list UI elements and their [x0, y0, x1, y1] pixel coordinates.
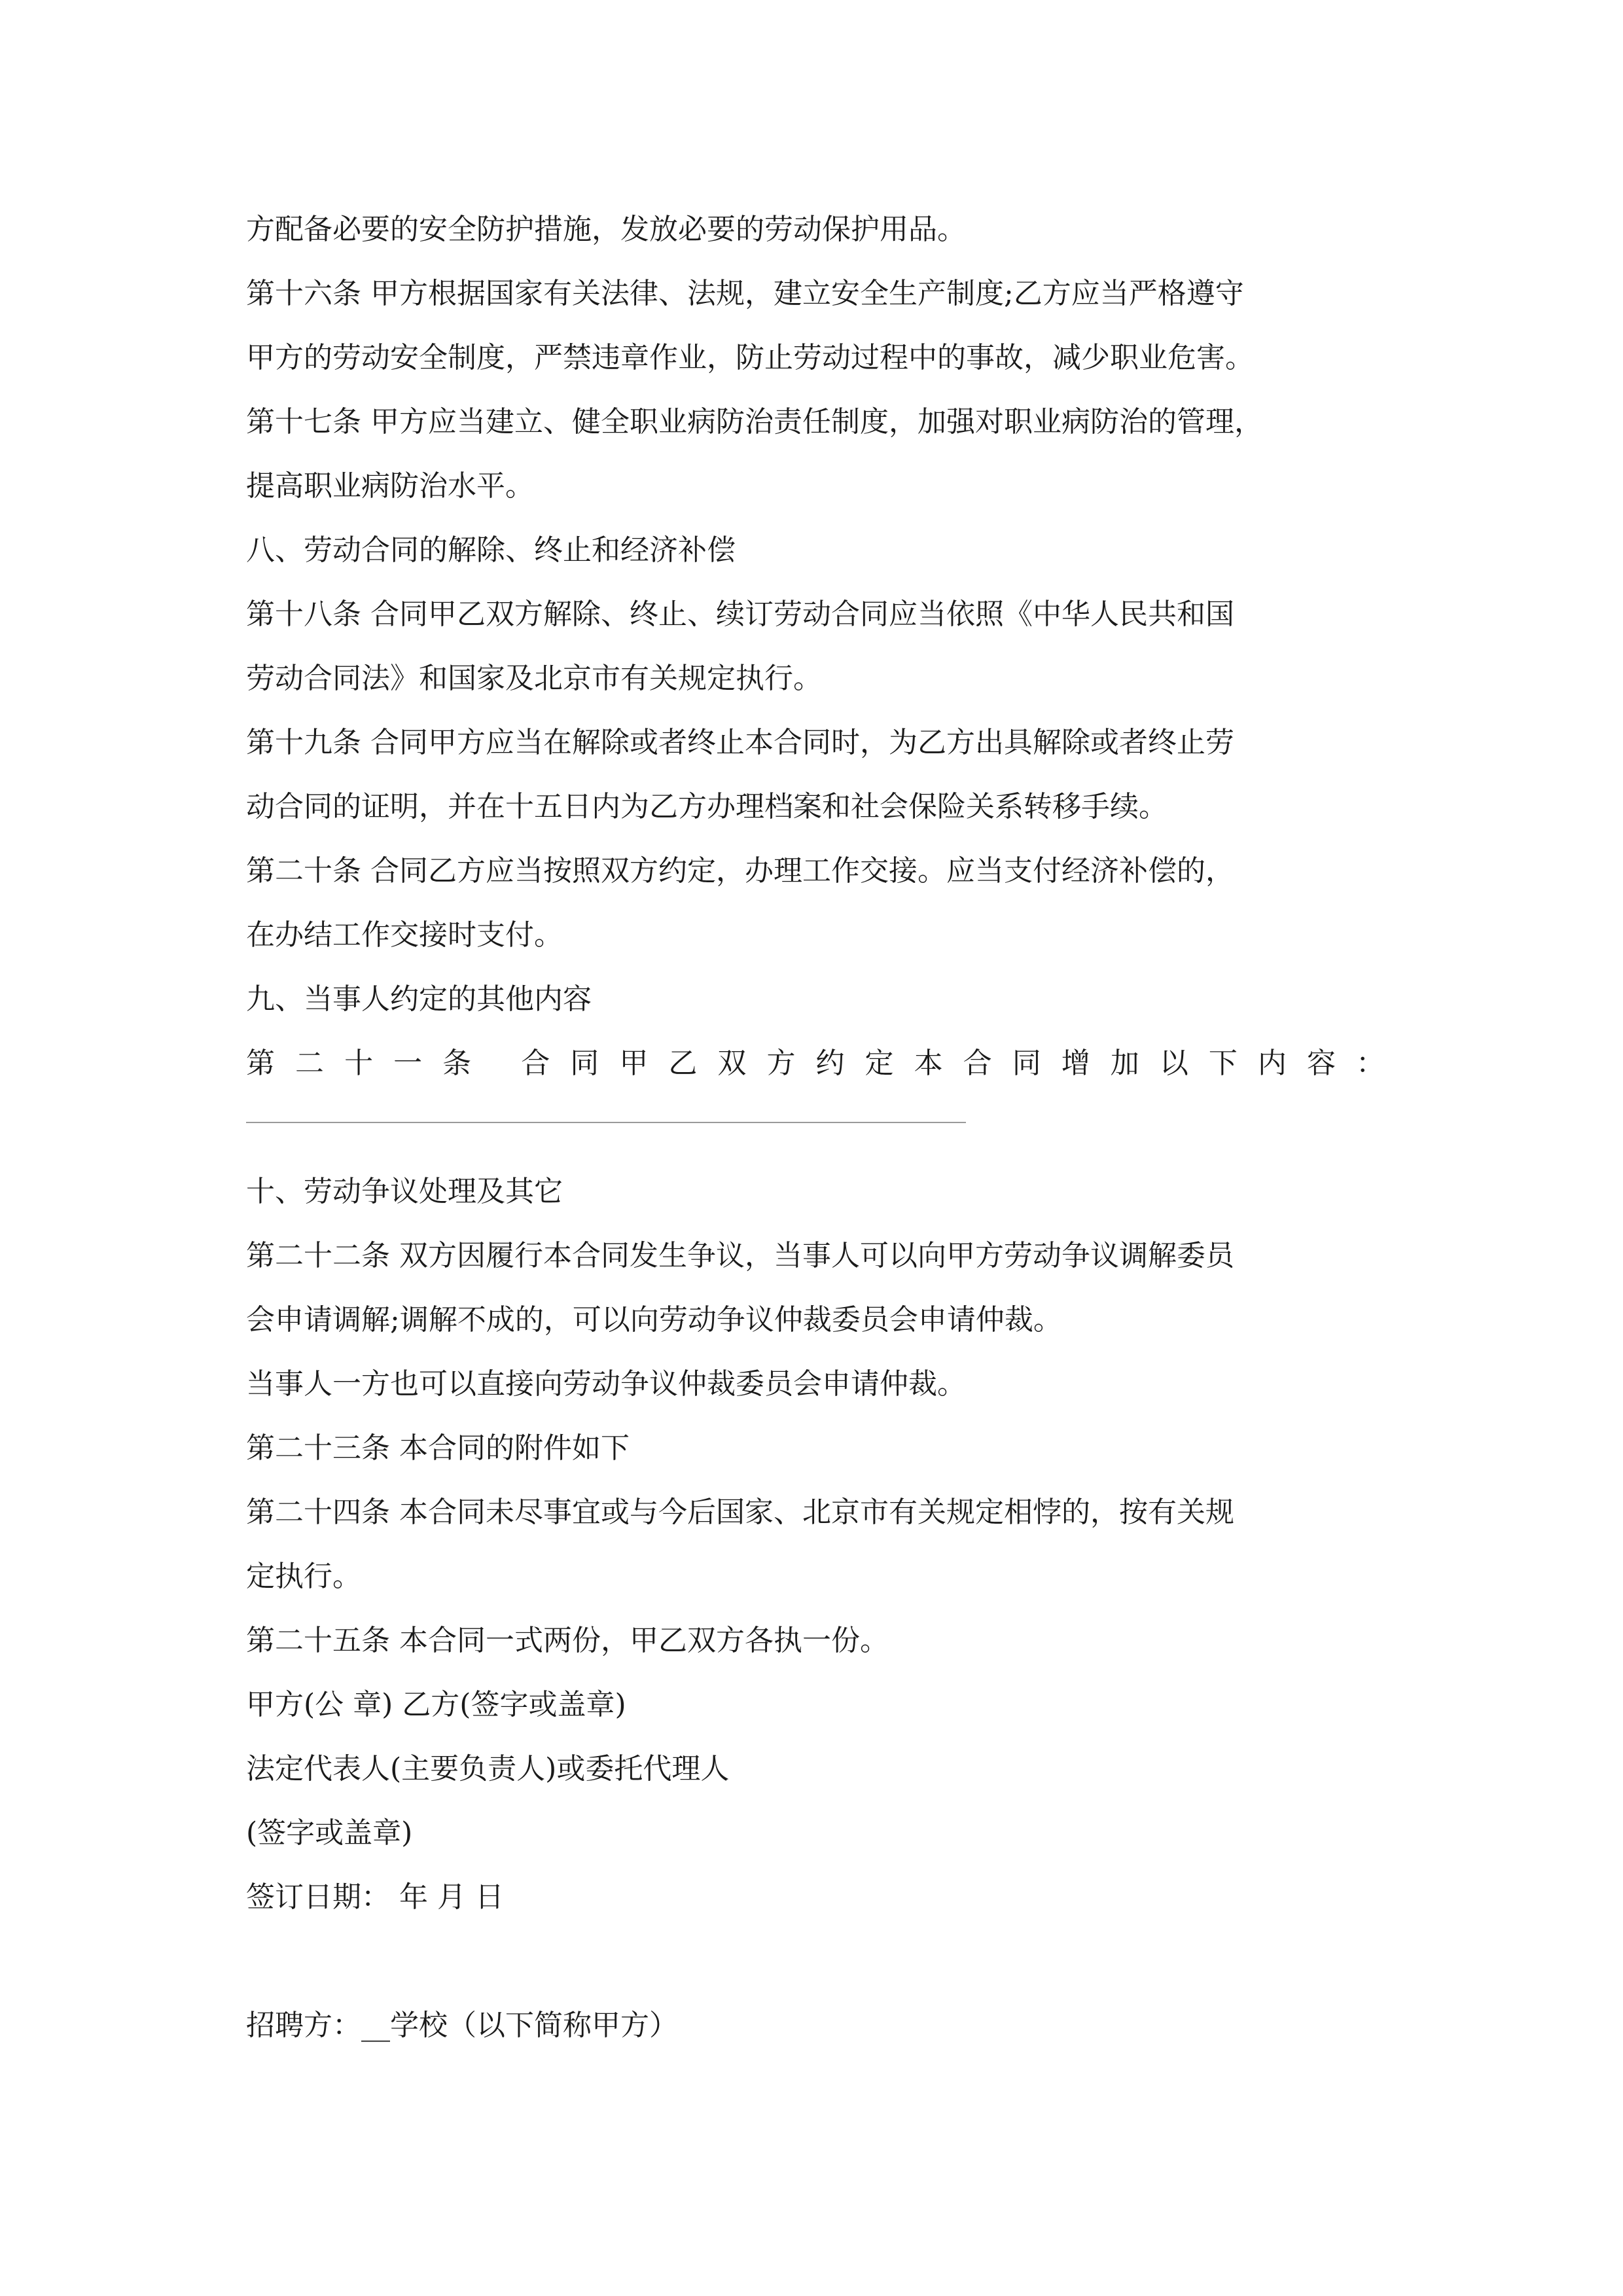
article-21: 第二十一条 合同甲乙双方约定本合同增加以下内容：	[246, 1047, 1385, 1080]
signing-date: 签订日期： 年 月 日	[246, 1880, 504, 1914]
spacer	[246, 1929, 1385, 1994]
article-18: 第十八条 合同甲乙双方解除、终止、续订劳动合同应当依照《中华人民共和国	[246, 598, 1234, 631]
article-20: 第二十条 合同乙方应当按照双方约定，办理工作交接。应当支付经济补偿的，	[246, 854, 1234, 888]
text-line: 动合同的证明，并在十五日内为乙方办理档案和社会保险关系转移手续。	[246, 790, 1168, 823]
sign-or-seal: (签字或盖章)	[246, 1816, 413, 1850]
text-line: 定执行。	[246, 1560, 361, 1593]
signature-parties: 甲方(公 章) 乙方(签字或盖章)	[246, 1688, 626, 1721]
article-25: 第二十五条 本合同一式两份，甲乙双方各执一份。	[246, 1624, 889, 1657]
text-line: 提高职业病防治水平。	[246, 469, 534, 503]
legal-representative: 法定代表人(主要负责人)或委托代理人	[246, 1752, 730, 1785]
section-heading-8: 八、劳动合同的解除、终止和经济补偿	[246, 533, 736, 567]
text-line: 在办结工作交接时支付。	[246, 918, 563, 952]
text-line: 会申请调解;调解不成的，可以向劳动争议仲裁委员会申请仲裁。	[246, 1303, 1062, 1336]
blank-underline	[246, 1122, 966, 1123]
article-24: 第二十四条 本合同未尽事宜或与今后国家、北京市有关规定相悖的，按有关规	[246, 1496, 1234, 1529]
article-22: 第二十二条 双方因履行本合同发生争议，当事人可以向甲方劳动争议调解委员	[246, 1239, 1234, 1272]
text-line: 劳动合同法》和国家及北京市有关规定执行。	[246, 662, 822, 695]
article-17: 第十七条 甲方应当建立、健全职业病防治责任制度，加强对职业病防治的管理，	[246, 405, 1263, 439]
section-heading-9: 九、当事人约定的其他内容	[246, 982, 592, 1016]
text-line: 甲方的劳动安全制度，严禁违章作业，防止劳动过程中的事故，减少职业危害。	[246, 341, 1254, 374]
article-23: 第二十三条 本合同的附件如下	[246, 1431, 630, 1465]
document-body	[246, 198, 1385, 2058]
article-19: 第十九条 合同甲方应当在解除或者终止本合同时，为乙方出具解除或者终止劳	[246, 726, 1234, 759]
article-16: 第十六条 甲方根据国家有关法律、法规，建立安全生产制度;乙方应当严格遵守	[246, 277, 1244, 310]
employer-line: 招聘方：__学校（以下简称甲方）	[246, 2009, 678, 2042]
text-line: 方配备必要的安全防护措施，发放必要的劳动保护用品。	[246, 213, 966, 246]
fill-in-blank	[246, 1096, 1385, 1160]
text-line: 当事人一方也可以直接向劳动争议仲裁委员会申请仲裁。	[246, 1367, 966, 1401]
section-heading-10: 十、劳动争议处理及其它	[246, 1175, 563, 1208]
